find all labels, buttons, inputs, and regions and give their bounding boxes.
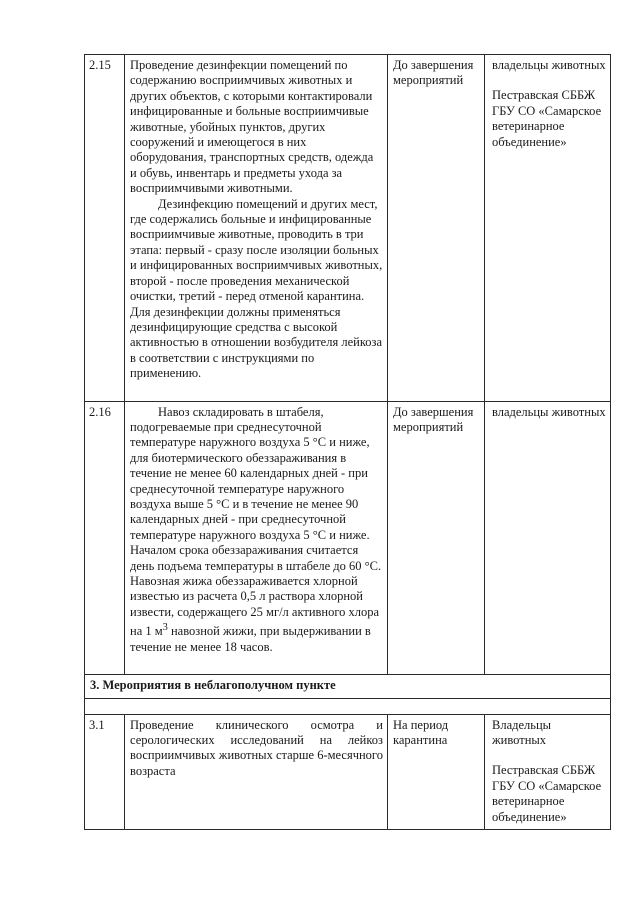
text-before-superscript: Навоз складировать в штабеля, подогреваемые при среднесуточной температуре наружного воздуха 5 °С и ниже, для биотермического обеззараживания в течение не менее 60 календарных дней - при среднесуточной температуре наружного воздуха выше 5 °С и в течение не менее 90 календарных дней - при среднесуточной температуре наружного воздуха 5 °С и ниже. Началом срока обеззараживания считается день подъема температуры в штабеле до 60 °С. Навозная жижа обеззараживается хлорной известью из расчета 0,5 л раствора хлорной извести, содержащего 25 мг/л активного хлора на 1 м	[130, 404, 382, 639]
section-heading-row	[85, 675, 611, 698]
measure-description	[125, 55, 388, 402]
paragraph: Проведение дезинфекции помещений по содержанию восприимчивых животных и других объектов, с которыми контактировали инфицированные и больные восприимчивые животные, убойных пунктов, других сооружений и имеющегося в них оборудования, транспортных средств, одежда и обувь, инвентарь и предметы ухода за восприимчивыми животными.	[130, 58, 374, 196]
deadline-cell: На период карантина	[388, 714, 485, 829]
section-heading: 3. Мероприятия в неблагополучном пункте	[85, 675, 611, 698]
deadline-cell: До завершения мероприятий	[388, 401, 485, 675]
responsible-cell	[485, 55, 611, 402]
row-number: 2.15	[85, 55, 125, 402]
paragraph	[130, 405, 383, 656]
paragraph: Для дезинфекции должны применяться дезинфицирующие средства с высокой активностью в отношении возбудителя лейкоза в соответствии с инструкциями по применению.	[130, 304, 382, 381]
deadline-cell: До завершения мероприятий	[388, 55, 485, 402]
text-after-superscript: навозной жижи, при выдерживании в течение не менее 18 часов.	[130, 624, 371, 654]
row-number: 3.1	[85, 714, 125, 829]
spacer-row	[85, 698, 611, 714]
table-row-2-16	[85, 401, 611, 675]
measures-table	[84, 54, 611, 830]
measure-description: Проведение клинического осмотра и серологических исследований на лейкоз восприимчивых животных старше 6-месячного возраста	[125, 714, 388, 829]
responsible-cell	[485, 714, 611, 829]
table-row-2-15	[85, 55, 611, 402]
measure-description	[125, 401, 388, 675]
row-number: 2.16	[85, 401, 125, 675]
responsible-owners: владельцы животных	[492, 58, 606, 72]
responsible-vet-service: Пестравская СББЖ ГБУ СО «Самарское ветеринарное объединение»	[492, 763, 602, 824]
responsible-vet-service: Пестравская СББЖ ГБУ СО «Самарское ветеринарное объединение»	[492, 88, 602, 149]
table-row-3-1	[85, 714, 611, 829]
responsible-owners: Владельцы животных	[492, 717, 552, 747]
responsible-cell: владельцы животных	[485, 401, 611, 675]
paragraph: Дезинфекцию помещений и других мест, где содержались больные и инфицированные восприимчивые животные, проводить в три этапа: первый - сразу после изоляции больных и инфицированных восприимчивых животных, второй - после проведения механической очистки, третий - перед отменой карантина.	[130, 196, 383, 304]
superscript: 3	[162, 622, 168, 634]
